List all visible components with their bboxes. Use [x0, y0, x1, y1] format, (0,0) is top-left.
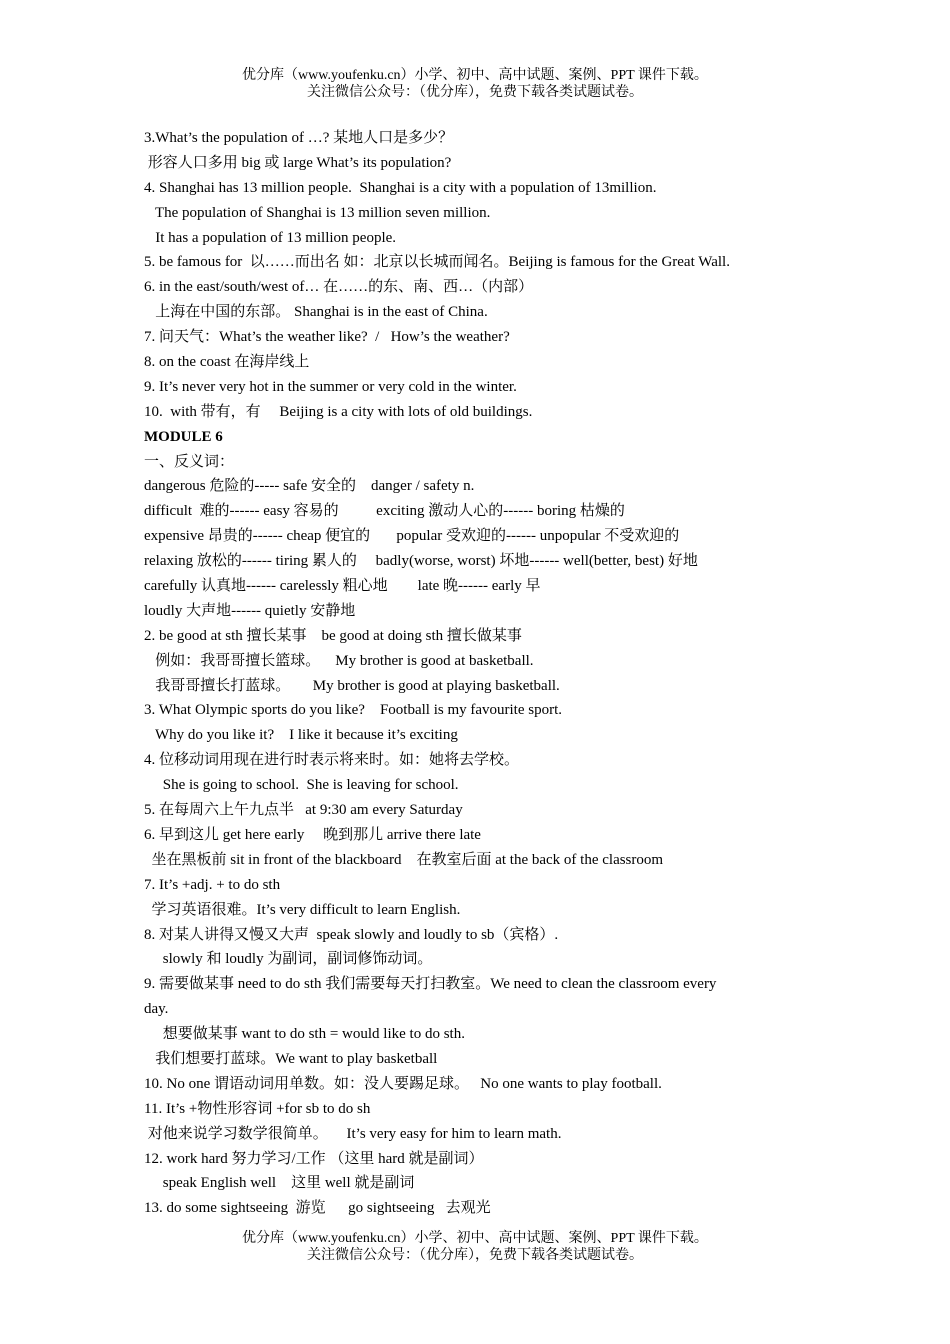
- text-line: 6. in the east/south/west of… 在……的东、南、西…（内部）: [144, 279, 534, 296]
- text-line: 9. 需要做某事 need to do sth 我们需要每天打扫教室。We need to clean the classroom every: [144, 976, 717, 993]
- text-line: carefully 认真地------ carelessly 粗心地 late 晚------ early 早: [144, 578, 541, 595]
- text-line: relaxing 放松的------ tiring 累人的 badly(worse, worst) 坏地------ well(better, best) 好地: [144, 553, 698, 570]
- text-line: She is going to school. She is leaving for school.: [144, 777, 459, 794]
- text-line: 10. with 带有，有 Beijing is a city with lots of old buildings.: [144, 403, 533, 420]
- text-line: 4. 位移动词用现在进行时表示将来时。如：她将去学校。: [144, 752, 520, 769]
- text-line: 想要做某事 want to do sth = would like to do sth.: [144, 1026, 465, 1043]
- text-line: 形容人口多用 big 或 large What’s its population?: [144, 154, 452, 171]
- header-line-1: 优分库（www.youfenku.cn）小学、初中、高中试题、案例、PPT 课件下载。: [242, 68, 708, 83]
- text-line: Why do you like it? I like it because it’s exciting: [144, 727, 458, 744]
- text-line: day.: [144, 1001, 169, 1018]
- text-line: 11. It’s +物性形容词 +for sb to do sh: [144, 1100, 371, 1117]
- text-line: 7. It’s +adj. + to do sth: [144, 876, 281, 893]
- page-footer: [0, 1230, 950, 1264]
- text-line: 例如：我哥哥擅长篮球。 My brother is good at basketball.: [144, 652, 534, 669]
- text-line: 上海在中国的东部。 Shanghai is in the east of China.: [144, 304, 488, 321]
- text-line: dangerous 危险的----- safe 安全的 danger / safety n.: [144, 478, 475, 495]
- text-line: 6. 早到这儿 get here early 晚到那儿 arrive there late: [144, 826, 481, 843]
- text-line: expensive 昂贵的------ cheap 便宜的 popular 受欢迎的------ unpopular 不受欢迎的: [144, 528, 680, 545]
- text-line: 9. It’s never very hot in the summer or very cold in the winter.: [144, 378, 517, 395]
- text-line: 一、反义词：: [144, 453, 235, 470]
- text-line: speak English well 这里 well 就是副词: [144, 1175, 415, 1192]
- text-line: 3. What Olympic sports do you like? Football is my favourite sport.: [144, 702, 563, 719]
- text-line: 12. work hard 努力学习/工作 （这里 hard 就是副词）: [144, 1150, 484, 1167]
- text-line: 我哥哥擅长打蓝球。 My brother is good at playing basketball.: [144, 677, 560, 694]
- text-line: 我们想要打蓝球。We want to play basketball: [144, 1050, 438, 1067]
- text-line: The population of Shanghai is 13 million seven million.: [144, 204, 491, 221]
- footer-line-2: 关注微信公众号：（优分库），免费下载各类试题试卷。: [307, 1248, 643, 1263]
- text-line: 学习英语很难。It’s very difficult to learn English.: [144, 901, 461, 918]
- text-line: slowly 和 loudly 为副词，副词修饰动词。: [144, 951, 433, 968]
- text-line: It has a population of 13 million people.: [144, 229, 397, 246]
- header-line-2: 关注微信公众号：（优分库），免费下载各类试题试卷。: [307, 85, 643, 100]
- text-line: 7. 问天气：What’s the weather like? / How’s the weather?: [144, 329, 510, 346]
- text-line: loudly 大声地------ quietly 安静地: [144, 602, 356, 619]
- text-line: 5. be famous for 以……而出名 如：北京以长城而闻名。Beijing is famous for the Great Wall.: [144, 254, 730, 271]
- text-line: 10. No one 谓语动词用单数。如：没人要踢足球。 No one wants to play football.: [144, 1075, 662, 1092]
- section-heading: MODULE 6: [144, 428, 223, 445]
- footer-line-1: 优分库（www.youfenku.cn）小学、初中、高中试题、案例、PPT 课件下载。: [242, 1231, 708, 1246]
- text-line: 3.What’s the population of …? 某地人口是多少？: [144, 130, 454, 146]
- text-line: difficult 难的------ easy 容易的 exciting 激动人心的------ boring 枯燥的: [144, 503, 625, 520]
- text-line: 8. on the coast 在海岸线上: [144, 354, 310, 371]
- text-line: 8. 对某人讲得又慢又大声 speak slowly and loudly to sb（宾格）.: [144, 926, 559, 943]
- text-line: 坐在黑板前 sit in front of the blackboard 在教室后面 at the back of the classroom: [144, 851, 664, 868]
- text-line: 2. be good at sth 擅长某事 be good at doing sth 擅长做某事: [144, 627, 522, 644]
- text-line: 5. 在每周六上午九点半 at 9:30 am every Saturday: [144, 802, 463, 819]
- text-line: 4. Shanghai has 13 million people. Shanghai is a city with a population of 13million.: [144, 179, 657, 196]
- document-body: [144, 126, 814, 1221]
- text-line: 对他来说学习数学很简单。 It’s very easy for him to learn math.: [144, 1125, 562, 1142]
- page-header: [0, 67, 950, 101]
- text-line: 13. do some sightseeing 游览 go sightseeing 去观光: [144, 1200, 491, 1217]
